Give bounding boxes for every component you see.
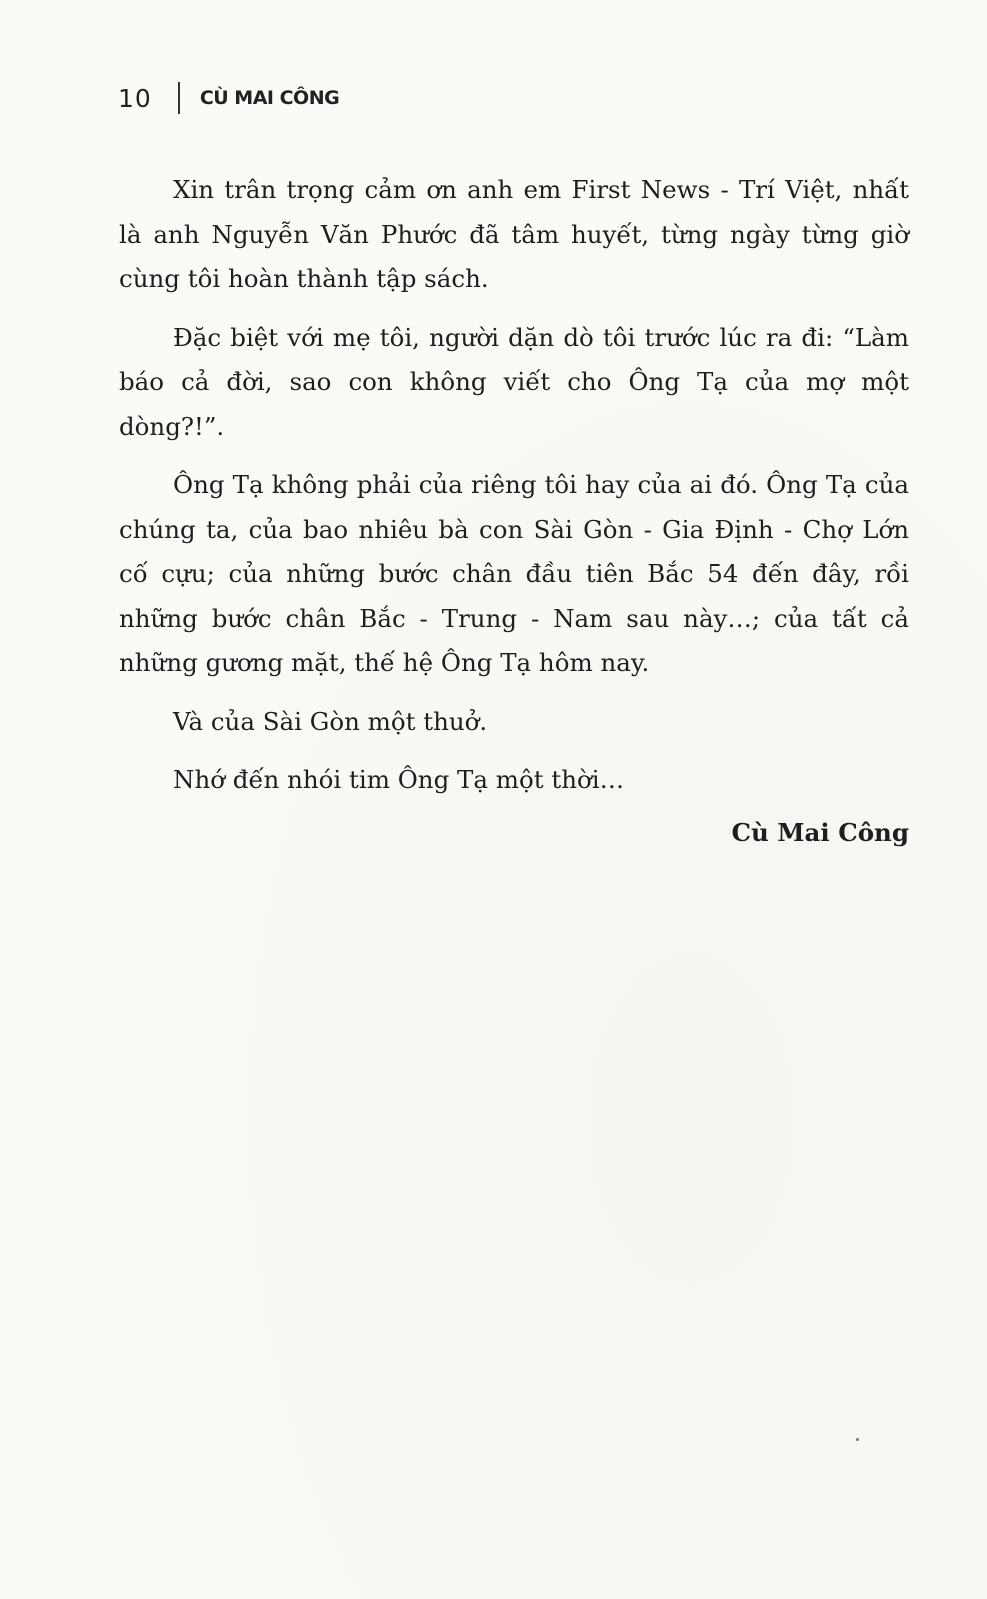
header-divider: [178, 82, 180, 114]
body-text: [119, 168, 909, 855]
paragraph-ong-ta: Ông Tạ không phải của riêng tôi hay của ai đó. Ông Tạ của chúng ta, của bao nhiêu bà con Sài Gòn - Gia Định - Chợ Lớn cố cựu; của những bước chân đầu tiên Bắc 54 đến đây, rồi những bước chân Bắc - Trung - Nam sau này…; của tất cả những gương mặt, thế hệ Ông Tạ hôm nay.: [119, 470, 909, 677]
paragraph-remember: Nhớ đến nhói tim Ông Tạ một thời…: [173, 765, 625, 794]
author-signature: Cù Mai Công: [731, 817, 909, 847]
running-head-author: CÙ MAI CÔNG: [199, 87, 340, 109]
paper-speck: [856, 1438, 859, 1441]
page-number: 10: [118, 83, 152, 113]
paragraph-saigon: Và của Sài Gòn một thuở.: [173, 706, 488, 736]
paragraph-mother: Đặc biệt với mẹ tôi, người dặn dò tôi trước lúc ra đi: “Làm báo cả đời, sao con không viết cho Ông Tạ của mợ một dòng?!”.: [119, 322, 909, 441]
paragraph-thanks: Xin trân trọng cảm ơn anh em First News - Trí Việt, nhất là anh Nguyễn Văn Phước đã tâm huyết, từng ngày từng giờ cùng tôi hoàn thành tập sách.: [119, 175, 909, 293]
page-header: [118, 80, 339, 116]
